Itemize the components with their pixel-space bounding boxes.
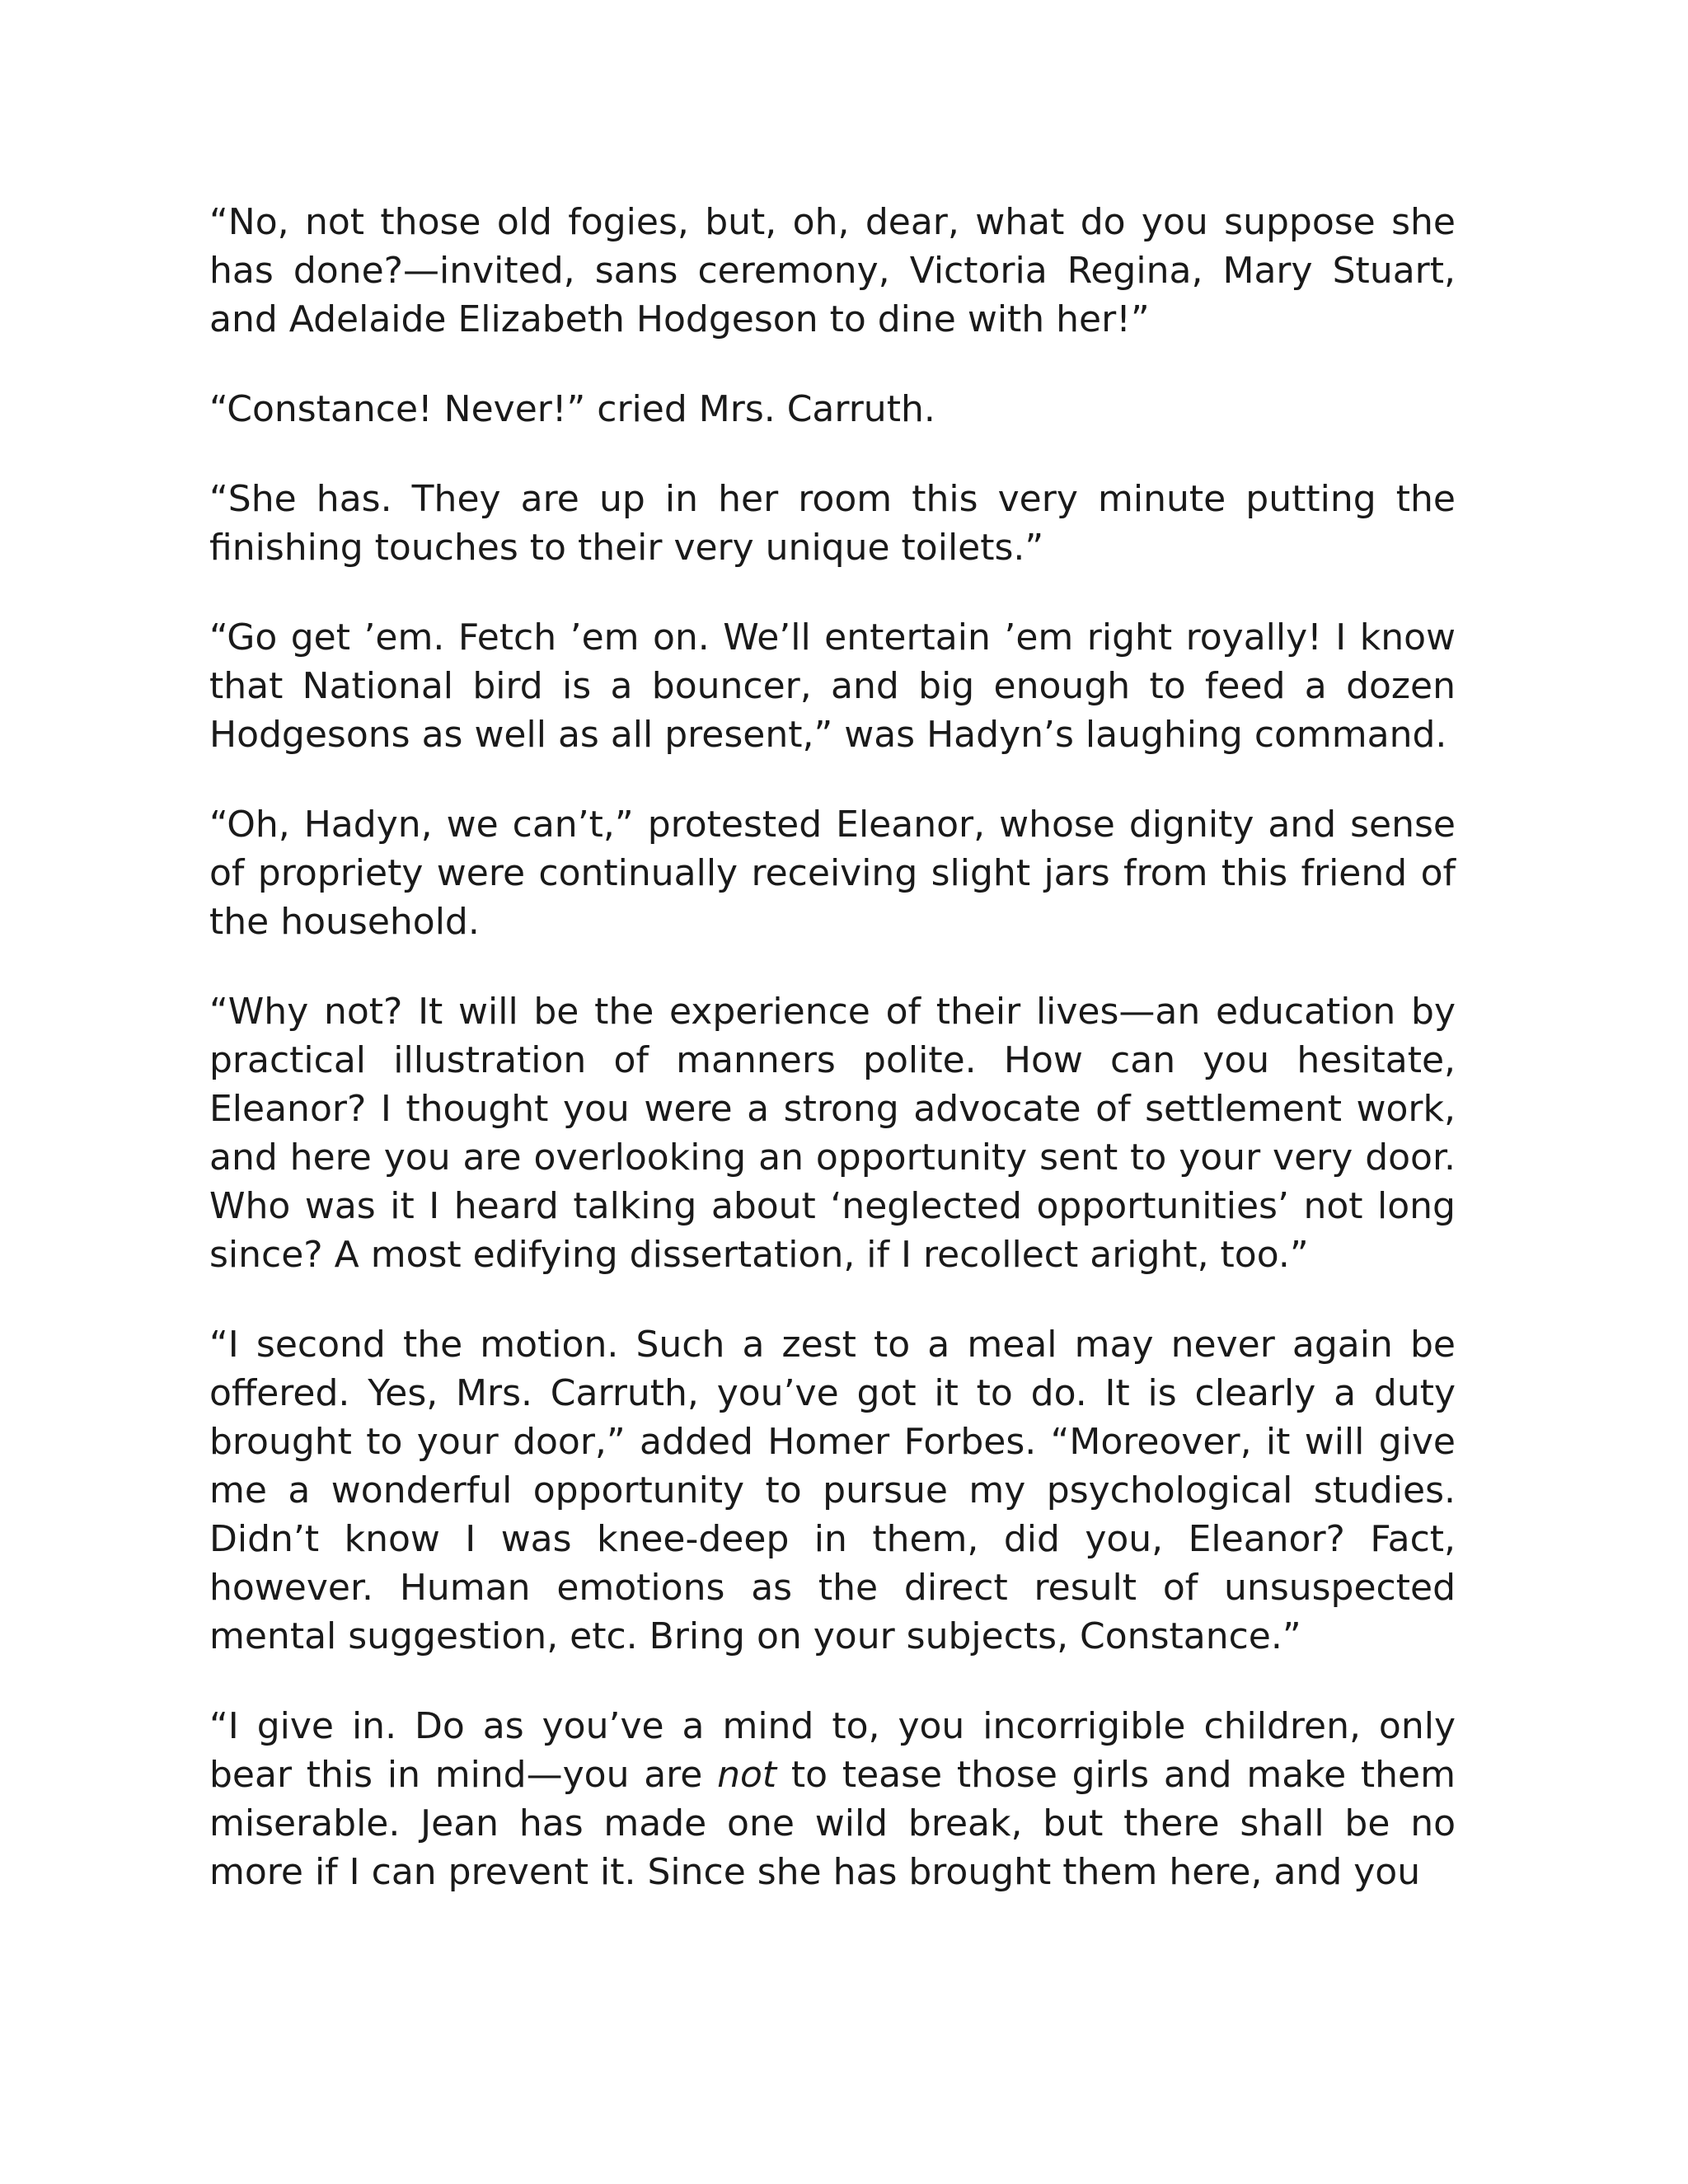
paragraph-8-end: to tease those girls and make them miserable. Jean has made one wild break, but there shall be no more if I can prevent it. Since she has brought them here, and you <box>209 1754 1456 1893</box>
paragraph-4: “Go get ’em. Fetch ’em on. We’ll entertain ’em right royally! I know that National bird is a bouncer, and big enough to feed a dozen Hodgesons as well as all present,” was Hadyn’s laughing command. <box>209 616 1456 756</box>
paragraph-1: “No, not those old fogies, but, oh, dear, what do you suppose she has done?—invited, sans ceremony, Victoria Regina, Mary Stuart, and Adelaide Elizabeth Hodgeson to dine with her!” <box>209 201 1456 340</box>
paragraph-5: “Oh, Hadyn, we can’t,” protested Eleanor, whose dignity and sense of propriety were continually receiving slight jars from this friend of the household. <box>209 804 1456 943</box>
body-text <box>209 198 1456 1896</box>
paragraph-6: “Why not? It will be the experience of their lives—an education by practical illustration of manners polite. How can you hesitate, Eleanor? I thought you were a strong advocate of settlement work, and here you are overlooking an opportunity sent to your very door. Who was it I heard talking about ‘neglected opportunities’ not long since? A most edifying dissertation, if I recollect aright, too.” <box>209 991 1456 1276</box>
paragraph-8-start: “I give in. Do as you’ve a mind to, you incorrigible children, only bear this in mind—you are <box>209 1705 1456 1796</box>
paragraph-2: “Constance! Never!” cried Mrs. Carruth. <box>209 388 935 430</box>
paragraph-7: “I second the motion. Such a zest to a meal may never again be offered. Yes, Mrs. Carruth, you’ve got it to do. It is clearly a duty brought to your door,” added Homer Forbes. “Moreover, it will give me a wonderful opportunity to pursue my psychological studies. Didn’t know I was knee-deep in them, did you, Eleanor? Fact, however. Human emotions as the direct result of unsuspected mental suggestion, etc. Bring on your subjects, Constance.” <box>209 1324 1456 1657</box>
paragraph-8 <box>209 1702 1456 1896</box>
emphasized-word: not <box>717 1754 777 1796</box>
paragraph-3: “She has. They are up in her room this very minute putting the finishing touches to their very unique toilets.” <box>209 478 1456 569</box>
